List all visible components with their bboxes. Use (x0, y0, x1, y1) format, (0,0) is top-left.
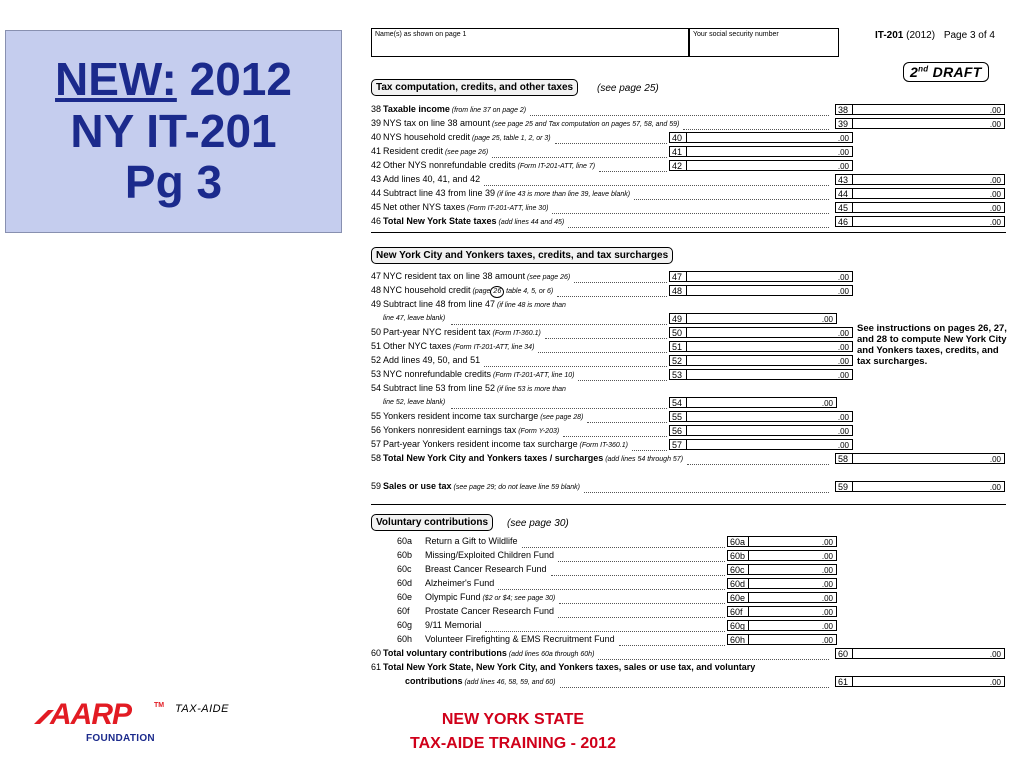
line-bold-text: Total New York State taxes (383, 216, 497, 226)
line-48-amount: .00 (687, 285, 853, 296)
line-39-box-number: 39 (835, 118, 853, 129)
line-47-row (371, 271, 570, 282)
line-number: 38 (371, 104, 382, 114)
line-text: NYC nonrefundable credits (383, 369, 492, 379)
aarp-trademark: TM (154, 702, 165, 709)
line-text: NYS tax on line 38 amount (383, 118, 491, 128)
line-bold-text: Sales or use tax (383, 481, 452, 491)
leader-dots (563, 425, 667, 437)
line-40-box-number: 40 (669, 132, 687, 143)
line-hint: (if line 48 is more than (495, 302, 566, 309)
line-number: 60g (397, 620, 413, 630)
line-number: 46 (371, 216, 382, 226)
line-text: Missing/Exploited Children Fund (425, 550, 555, 560)
leader-dots (632, 439, 667, 451)
line-39-amount: .00 (853, 118, 1005, 129)
line-56-box-number: 56 (669, 425, 687, 436)
form-id (875, 30, 995, 41)
section-nyc-yonkers: New York City and Yonkers taxes, credits, and tax surcharges (371, 247, 673, 264)
section-tax-note: (see page 25) (597, 83, 659, 94)
line-text: Other NYC taxes (383, 341, 452, 351)
line-text: Breast Cancer Research Fund (425, 564, 547, 574)
leader-dots (485, 620, 725, 632)
line-text: Add lines 49, 50, and 51 (383, 355, 481, 365)
leader-dots (558, 550, 725, 562)
line-text: Subtract line 48 from line 47 (383, 299, 496, 309)
line-text: NYC household credit (383, 285, 471, 295)
leader-dots (568, 216, 829, 228)
leader-dots (555, 132, 667, 144)
line-45-amount: .00 (853, 202, 1005, 213)
line-text: Other NYS nonrefundable credits (383, 160, 516, 170)
line-text: Volunteer Firefighting & EMS Recruitment Fund (425, 634, 615, 644)
line-hint: (Form IT-201-ATT, line 30) (465, 205, 549, 212)
line-60f-box-number: 60f (727, 606, 749, 617)
leader-dots (560, 676, 829, 688)
draft-stamp: 2nd DRAFT (903, 62, 989, 82)
line-hint: (see page 26) (443, 149, 489, 156)
logo-swoosh-icon (34, 708, 54, 726)
section-tax-computation: Tax computation, credits, and other taxes (371, 79, 578, 96)
line-46-amount: .00 (853, 216, 1005, 227)
line-text: Yonkers resident income tax surcharge (383, 411, 539, 421)
leader-dots (451, 397, 667, 409)
form-id-number: IT-201 (875, 30, 904, 41)
line-61-amount: .00 (853, 676, 1005, 687)
line-number: 60a (397, 536, 413, 546)
line-number: 44 (371, 188, 382, 198)
line-60d-amount: .00 (749, 578, 837, 589)
line-hint: (Form IT-360.1) (490, 330, 541, 337)
section-divider (371, 232, 1006, 233)
line-50-row (371, 327, 541, 338)
line-48-box-number: 48 (669, 285, 687, 296)
line-number: 55 (371, 411, 382, 421)
line-number: 53 (371, 369, 382, 379)
line-38-amount: .00 (853, 104, 1005, 115)
line-60-amount: .00 (853, 648, 1005, 659)
line-42-row (371, 160, 595, 171)
line-45-box-number: 45 (835, 202, 853, 213)
form-page-number: Page 3 of 4 (943, 30, 995, 41)
line-number: 41 (371, 146, 382, 156)
leader-dots (558, 606, 725, 618)
leader-dots (557, 285, 667, 297)
line-50-amount: .00 (687, 327, 853, 338)
line-60h-amount: .00 (749, 634, 837, 645)
line-hint: (page 25, table 1, 2, or 3) (470, 135, 551, 142)
section-divider (371, 504, 1006, 505)
line-number: 60h (397, 634, 413, 644)
leader-dots (552, 202, 829, 214)
line-60g-amount: .00 (749, 620, 837, 631)
leader-dots (530, 104, 829, 116)
leader-dots (687, 453, 829, 465)
slide-title-line1 (55, 54, 292, 106)
line-hint: (add lines 54 through 57) (603, 456, 684, 463)
name-field-label: Name(s) as shown on page 1 (375, 31, 467, 38)
line-46-box-number: 46 (835, 216, 853, 227)
line-60a-box-number: 60a (727, 536, 749, 547)
line-number: 47 (371, 271, 382, 281)
leader-dots (522, 536, 725, 548)
line-text: Return a Gift to Wildlife (425, 536, 518, 546)
line-bold-text: contributions (405, 676, 463, 686)
line-bold-text: Total New York City and Yonkers taxes / surcharges (383, 453, 604, 463)
line-38-box-number: 38 (835, 104, 853, 115)
line-number: 48 (371, 285, 382, 295)
line-60d-row (397, 578, 494, 589)
line-60e-row (397, 592, 555, 603)
title-year: 2012 (189, 53, 292, 106)
form-id-year: (2012) (906, 30, 936, 41)
line-49-amount: .00 (687, 313, 837, 324)
aarp-foundation-label: FOUNDATION (86, 733, 155, 744)
line-49-box-number: 49 (669, 313, 687, 324)
leader-dots (598, 648, 829, 660)
line-text: NYS household credit (383, 132, 471, 142)
line-39-row (371, 118, 679, 129)
line-bold-text: Total voluntary contributions (383, 648, 507, 658)
line-number: 52 (371, 355, 382, 365)
line-hint: (page (470, 288, 491, 295)
line-60g-box-number: 60g (727, 620, 749, 631)
tax-aide-label: TAX-AIDE (175, 703, 229, 715)
line-58-box-number: 58 (835, 453, 853, 464)
line-number: 60 (371, 648, 382, 658)
tax-form-page (371, 28, 1006, 698)
line-hint: (if line 53 is more than (495, 386, 566, 393)
line-48-row (371, 285, 553, 296)
line-40-row (371, 132, 551, 143)
line-54-hint-cont: line 52, leave blank) (383, 399, 446, 406)
line-42-box-number: 42 (669, 160, 687, 171)
line-60g-row (397, 620, 481, 631)
line-number: 43 (371, 174, 382, 184)
line-text: Alzheimer's Fund (425, 578, 495, 588)
line-55-box-number: 55 (669, 411, 687, 422)
line-53-amount: .00 (687, 369, 853, 380)
footer (378, 708, 648, 756)
line-hint: table 4, 5, or 6) (504, 288, 554, 295)
leader-dots (492, 146, 667, 158)
section-voluntary-note: (see page 30) (507, 518, 569, 529)
line-hint: (see page 29; do not leave line 59 blank) (451, 484, 580, 491)
line-60b-amount: .00 (749, 550, 837, 561)
line-43-amount: .00 (853, 174, 1005, 185)
line-60-row (371, 648, 594, 659)
line-number: 60f (397, 606, 410, 616)
title-new: NEW: (55, 53, 177, 106)
line-57-row (371, 439, 628, 450)
line-47-amount: .00 (687, 271, 853, 282)
line-number: 61 (371, 662, 382, 672)
line-40-amount: .00 (687, 132, 853, 143)
leader-dots (574, 271, 667, 283)
line-number: 56 (371, 425, 382, 435)
name-field (371, 28, 689, 57)
line-55-row (371, 411, 583, 422)
circled-page-number: 26 (490, 286, 504, 298)
line-60c-box-number: 60c (727, 564, 749, 575)
leader-dots (578, 369, 667, 381)
line-text: Part-year Yonkers resident income tax surcharge (383, 439, 578, 449)
line-60-box-number: 60 (835, 648, 853, 659)
line-hint: (add lines 46, 58, 59, and 60) (462, 679, 556, 686)
line-hint: (Form IT-360.1) (577, 442, 628, 449)
slide-title-line3: Pg 3 (124, 156, 223, 209)
line-text: Subtract line 43 from line 39 (383, 188, 496, 198)
line-text: Net other NYS taxes (383, 202, 466, 212)
aarp-foundation-logo (50, 698, 165, 744)
line-text: NYC resident tax on line 38 amount (383, 271, 526, 281)
line-text: Prostate Cancer Research Fund (425, 606, 555, 616)
line-50-box-number: 50 (669, 327, 687, 338)
line-60b-row (397, 550, 554, 561)
line-54-amount: .00 (687, 397, 837, 408)
line-41-amount: .00 (687, 146, 853, 157)
line-hint: (Form IT-201-ATT, line 34) (451, 344, 535, 351)
line-59-row (371, 481, 580, 492)
line-number: 54 (371, 383, 382, 393)
line-47-box-number: 47 (669, 271, 687, 282)
line-45-row (371, 202, 548, 213)
line-57-box-number: 57 (669, 439, 687, 450)
line-60c-row (397, 564, 547, 575)
line-42-amount: .00 (687, 160, 853, 171)
line-number: 51 (371, 341, 382, 351)
leader-dots (484, 355, 667, 367)
line-number: 60b (397, 550, 413, 560)
line-43-row (371, 174, 480, 185)
line-number: 59 (371, 481, 382, 491)
line-44-row (371, 188, 630, 199)
line-hint: (add lines 60a through 60h) (506, 651, 595, 658)
line-number: 60c (397, 564, 412, 574)
line-51-box-number: 51 (669, 341, 687, 352)
aarp-wordmark: AARP (50, 698, 132, 731)
line-44-amount: .00 (853, 188, 1005, 199)
line-60h-box-number: 60h (727, 634, 749, 645)
leader-dots (599, 160, 667, 172)
line-60f-amount: .00 (749, 606, 837, 617)
leader-dots (498, 578, 725, 590)
line-41-row (371, 146, 488, 157)
line-60c-amount: .00 (749, 564, 837, 575)
line-hint: (if line 43 is more than line 39, leave blank) (495, 191, 631, 198)
leader-dots (484, 174, 829, 186)
line-56-amount: .00 (687, 425, 853, 436)
line-text: Subtract line 53 from line 52 (383, 383, 496, 393)
line-56-row (371, 425, 559, 436)
line-hint: (add lines 44 and 45) (496, 219, 565, 226)
line-60e-amount: .00 (749, 592, 837, 603)
line-hint: (see page 28) (538, 414, 584, 421)
line-bold-text: Total New York State, New York City, and Yonkers taxes, sales or use tax, and voluntary (383, 662, 756, 672)
footer-line1: NEW YORK STATE (441, 711, 585, 728)
leader-dots (634, 188, 829, 200)
line-hint: (Form IT-201-ATT, line 7) (515, 163, 596, 170)
line-60h-row (397, 634, 615, 645)
line-43-box-number: 43 (835, 174, 853, 185)
leader-dots (619, 634, 725, 646)
line-text: Resident credit (383, 146, 444, 156)
line-46-row (371, 216, 564, 227)
line-49-hint-cont: line 47, leave blank) (383, 315, 446, 322)
slide-title-box (5, 30, 342, 233)
line-58-amount: .00 (853, 453, 1005, 464)
line-61-row-cont (405, 676, 556, 687)
line-54-box-number: 54 (669, 397, 687, 408)
line-60f-row (397, 606, 554, 617)
line-number: 50 (371, 327, 382, 337)
leader-dots (451, 313, 667, 325)
line-number: 39 (371, 118, 382, 128)
line-hint: (Form IT-201-ATT, line 10) (491, 372, 575, 379)
line-54-row (371, 383, 566, 394)
line-49-row (371, 299, 566, 310)
line-number: 40 (371, 132, 382, 142)
leader-dots (587, 411, 667, 423)
leader-dots (559, 592, 725, 604)
line-59-amount: .00 (853, 481, 1005, 492)
leader-dots (545, 327, 667, 339)
line-text: 9/11 Memorial (425, 620, 482, 630)
line-text: Yonkers nonresident earnings tax (383, 425, 517, 435)
leader-dots (683, 118, 829, 130)
line-58-row (371, 453, 683, 464)
leader-dots (538, 341, 667, 353)
line-61-box-number: 61 (835, 676, 853, 687)
line-number: 58 (371, 453, 382, 463)
line-57-amount: .00 (687, 439, 853, 450)
line-number: 49 (371, 299, 382, 309)
line-51-amount: .00 (687, 341, 853, 352)
line-61-row (371, 662, 755, 673)
line-59-box-number: 59 (835, 481, 853, 492)
ssn-field (689, 28, 839, 57)
slide-title-line2: NY IT-201 (70, 104, 277, 157)
line-number: 60e (397, 592, 413, 602)
nyc-instructions-note: See instructions on pages 26, 27, and 28 to compute New York City and Yonkers taxes, credits, and tax surcharges. (857, 323, 1007, 367)
line-text: Part-year NYC resident tax (383, 327, 491, 337)
line-hint: (see page 26) (525, 274, 571, 281)
line-53-row (371, 369, 574, 380)
line-52-row (371, 355, 480, 366)
line-number: 60d (397, 578, 413, 588)
line-hint: (from line 37 on page 2) (449, 107, 527, 114)
line-hint: ($2 or $4; see page 30) (480, 595, 556, 602)
footer-line2: TAX-AIDE TRAINING - 2012 (410, 735, 616, 752)
line-60a-amount: .00 (749, 536, 837, 547)
line-bold-text: Taxable income (383, 104, 450, 114)
leader-dots (584, 481, 829, 493)
line-55-amount: .00 (687, 411, 853, 422)
line-text: Olympic Fund (425, 592, 481, 602)
line-52-box-number: 52 (669, 355, 687, 366)
line-53-box-number: 53 (669, 369, 687, 380)
leader-dots (551, 564, 725, 576)
ssn-field-label: Your social security number (693, 31, 779, 38)
line-44-box-number: 44 (835, 188, 853, 199)
line-38-row (371, 104, 526, 115)
line-52-amount: .00 (687, 355, 853, 366)
line-number: 42 (371, 160, 382, 170)
line-60d-box-number: 60d (727, 578, 749, 589)
line-60a-row (397, 536, 518, 547)
line-41-box-number: 41 (669, 146, 687, 157)
line-hint: (see page 25 and Tax computation on pages 57, 58, and 59) (490, 121, 680, 128)
line-number: 57 (371, 439, 382, 449)
line-51-row (371, 341, 534, 352)
line-60e-box-number: 60e (727, 592, 749, 603)
section-voluntary: Voluntary contributions (371, 514, 493, 531)
line-60b-box-number: 60b (727, 550, 749, 561)
line-text: Add lines 40, 41, and 42 (383, 174, 481, 184)
line-hint: (Form Y-203) (516, 428, 560, 435)
line-number: 45 (371, 202, 382, 212)
